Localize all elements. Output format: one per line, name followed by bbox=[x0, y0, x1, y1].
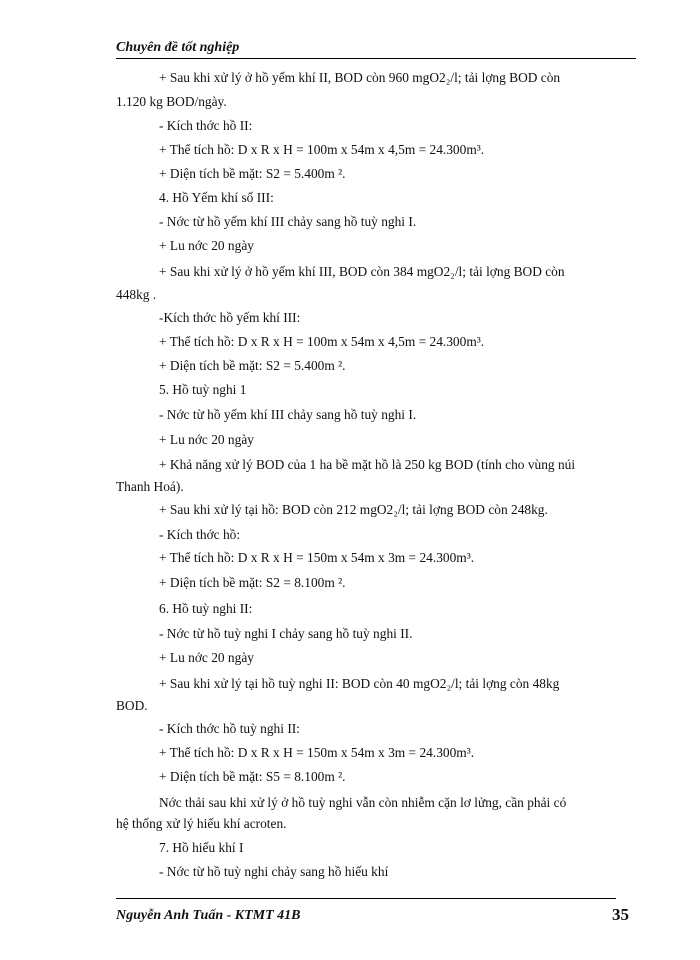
text-line: - Kích thớc hồ tuỳ nghi II: bbox=[159, 721, 300, 736]
text-line: 1.120 kg BOD/ngày. bbox=[116, 94, 227, 109]
text-line: + Diện tích bề mặt: S2 = 5.400m ². bbox=[159, 166, 346, 181]
section-heading: 6. Hồ tuỳ nghi II: bbox=[159, 601, 253, 616]
page-number: 35 bbox=[612, 905, 629, 924]
text-line: + Sau khi xử lý tại hồ: BOD còn 212 mgO2₂/l; tải lợng BOD còn 248kg. bbox=[159, 502, 548, 517]
section-heading: 4. Hồ Yếm khí số III: bbox=[159, 190, 274, 205]
text-line: + Thể tích hồ: D x R x H = 100m x 54m x 4,5m = 24.300m³. bbox=[159, 334, 485, 349]
footer-author: Nguyễn Anh Tuấn - KTMT 41B bbox=[116, 908, 301, 923]
text-line: + Diện tích bề mặt: S5 = 8.100m ². bbox=[159, 769, 346, 784]
text-line: + Lu nớc 20 ngày bbox=[159, 432, 254, 447]
section-heading: 5. Hồ tuỳ nghi 1 bbox=[159, 382, 247, 397]
text-line: + Diện tích bề mặt: S2 = 8.100m ². bbox=[159, 575, 346, 590]
text-line: - Nớc từ hồ tuỳ nghi I chảy sang hồ tuỳ nghi II. bbox=[159, 626, 413, 641]
text-line: - Nớc từ hồ yếm khí III chảy sang hồ tuỳ nghi I. bbox=[159, 407, 417, 422]
text-line: + Lu nớc 20 ngày bbox=[159, 650, 254, 665]
section-heading: 7. Hồ hiếu khí I bbox=[159, 840, 244, 855]
footer-rule bbox=[116, 898, 616, 899]
text-line: - Nớc từ hồ tuỳ nghi chảy sang hồ hiếu khí bbox=[159, 864, 389, 879]
text-line: + Thể tích hồ: D x R x H = 150m x 54m x 3m = 24.300m³. bbox=[159, 550, 475, 565]
text-line: Nớc thải sau khi xử lý ở hồ tuỳ nghi vẫn còn nhiễm cặn lơ lửng, cần phải có bbox=[159, 795, 567, 810]
text-line: 448kg . bbox=[116, 287, 157, 302]
text-line: + Thể tích hồ: D x R x H = 100m x 54m x 4,5m = 24.300m³. bbox=[159, 142, 485, 157]
text-line: BOD. bbox=[116, 698, 148, 713]
text-line: + Sau khi xử lý ở hồ yếm khí III, BOD còn 384 mgO2₂/l; tải lợng BOD còn bbox=[159, 264, 565, 279]
header-title: Chuyên đề tốt nghiệp bbox=[116, 40, 240, 55]
text-line: - Nớc từ hồ yếm khí III chảy sang hồ tuỳ nghi I. bbox=[159, 214, 417, 229]
text-line: + Lu nớc 20 ngày bbox=[159, 238, 254, 253]
text-line: + Sau khi xử lý ở hồ yếm khí II, BOD còn 960 mgO2₂/l; tải lợng BOD còn bbox=[159, 70, 561, 85]
text-line: hệ thống xử lý hiếu khí acroten. bbox=[116, 816, 287, 831]
text-line: - Kích thớc hồ: bbox=[159, 527, 241, 542]
text-line: -Kích thớc hồ yếm khí III: bbox=[159, 310, 301, 325]
text-line: + Khả năng xử lý BOD của 1 ha bề mặt hồ là 250 kg BOD (tính cho vùng núi bbox=[159, 457, 576, 472]
text-line: Thanh Hoá). bbox=[116, 479, 184, 494]
page-header bbox=[116, 40, 636, 59]
text-line: - Kích thớc hồ II: bbox=[159, 118, 253, 133]
text-line: + Thể tích hồ: D x R x H = 150m x 54m x 3m = 24.300m³. bbox=[159, 745, 475, 760]
text-line: + Diện tích bề mặt: S2 = 5.400m ². bbox=[159, 358, 346, 373]
text-line: + Sau khi xử lý tại hồ tuỳ nghi II: BOD còn 40 mgO2₂/l; tải lợng còn 48kg bbox=[159, 676, 560, 691]
